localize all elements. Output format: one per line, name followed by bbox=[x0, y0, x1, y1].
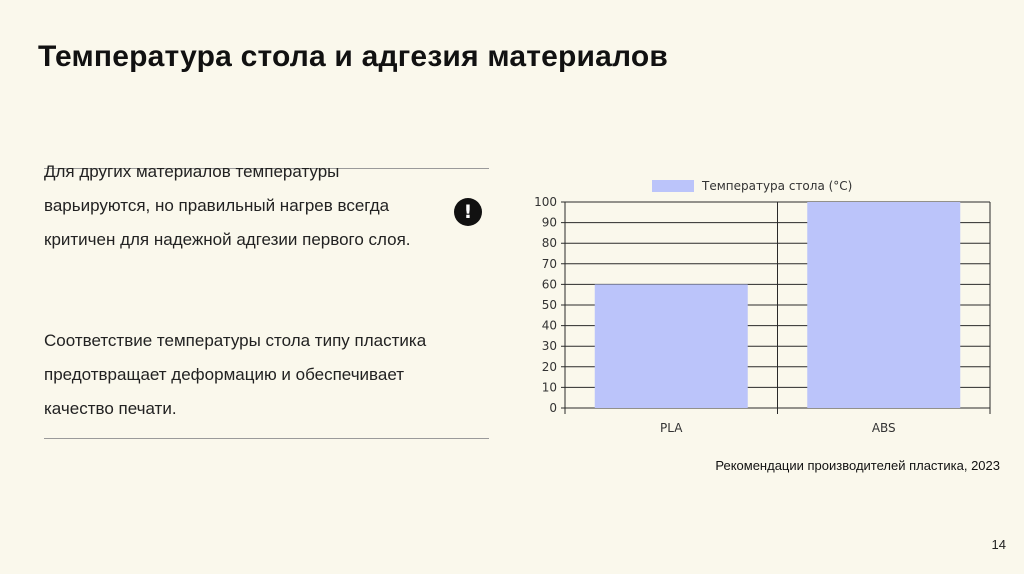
bar-pla bbox=[595, 284, 748, 408]
legend-label: Температура стола (°C) bbox=[702, 179, 853, 193]
bar-abs bbox=[807, 202, 960, 408]
y-tick-label: 60 bbox=[541, 277, 557, 292]
paragraph-1: Для других материалов температуры варьируются, но правильный нагрев всегда критичен для надежной адгезии первого слоя. bbox=[44, 162, 411, 249]
y-tick-label: 80 bbox=[541, 236, 557, 251]
y-tick-label: 100 bbox=[534, 195, 557, 209]
page-number: 14 bbox=[991, 537, 1006, 552]
chart-svg bbox=[515, 168, 1005, 448]
bottom-divider bbox=[44, 438, 489, 439]
bar-chart bbox=[515, 168, 1005, 448]
y-tick-label: 50 bbox=[541, 298, 557, 312]
paragraph-2: Соответствие температуры стола типу пластика предотвращает деформацию и обеспечивает качество печати. bbox=[44, 331, 427, 418]
y-tick-label: 40 bbox=[541, 318, 557, 333]
y-tick-label: 0 bbox=[549, 401, 557, 415]
x-tick-label: ABS bbox=[871, 421, 896, 435]
legend-swatch bbox=[652, 180, 694, 192]
y-tick-label: 20 bbox=[541, 359, 557, 374]
source-caption: Рекомендации производителей пластика, 2023 bbox=[715, 458, 1000, 473]
y-tick-label: 10 bbox=[541, 380, 557, 395]
slide-title: Температура стола и адгезия материалов bbox=[38, 40, 669, 73]
exclamation-circle-icon: ! bbox=[454, 198, 482, 226]
x-tick-label: PLA bbox=[660, 421, 683, 435]
y-tick-label: 70 bbox=[541, 256, 557, 271]
y-tick-label: 90 bbox=[541, 215, 557, 230]
y-tick-label: 30 bbox=[541, 339, 557, 354]
